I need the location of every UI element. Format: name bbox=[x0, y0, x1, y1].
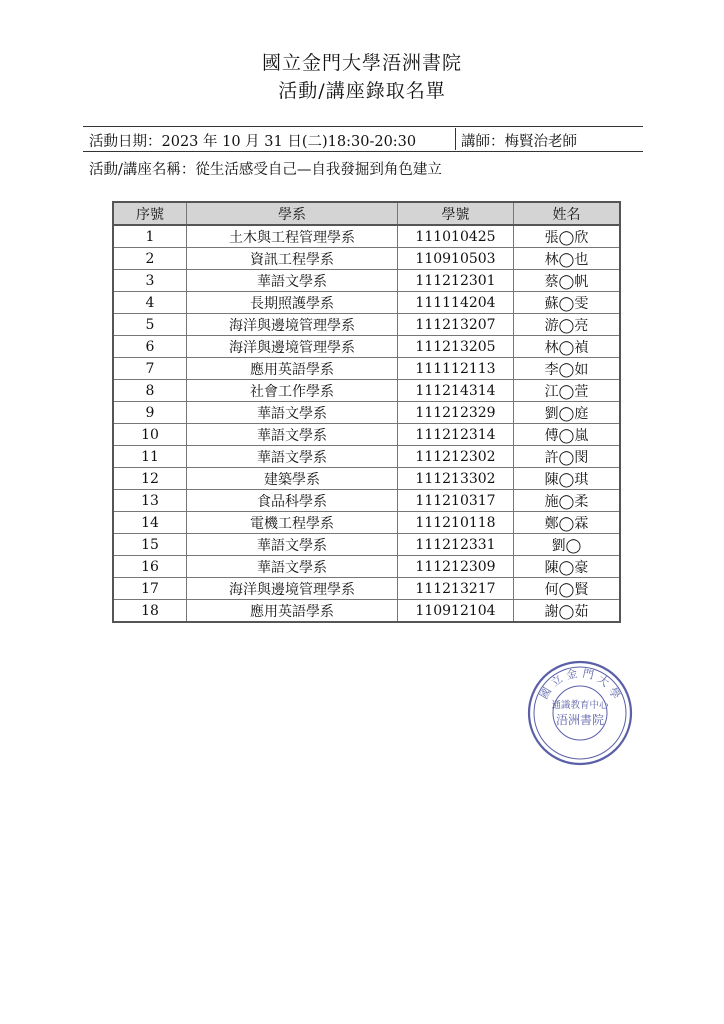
cell-department: 華語文學系 bbox=[187, 270, 398, 292]
cell-department: 建築學系 bbox=[187, 468, 398, 490]
event-date: 活動日期：2023 年 10 月 31 日(二)18:30-20:30 bbox=[89, 134, 417, 150]
cell-name: 江◯萱 bbox=[514, 380, 621, 402]
cell-serial: 4 bbox=[113, 292, 187, 314]
cell-serial: 5 bbox=[113, 314, 187, 336]
official-seal bbox=[525, 658, 635, 768]
cell-student-id: 111212309 bbox=[398, 556, 514, 578]
cell-name: 林◯禎 bbox=[514, 336, 621, 358]
cell-serial: 10 bbox=[113, 424, 187, 446]
header-name: 姓名 bbox=[514, 202, 621, 225]
cell-name: 鄭◯霖 bbox=[514, 512, 621, 534]
cell-department: 資訊工程學系 bbox=[187, 248, 398, 270]
header-serial: 序號 bbox=[113, 202, 187, 225]
cell-name: 蘇◯雯 bbox=[514, 292, 621, 314]
table-row bbox=[113, 490, 620, 512]
table-row bbox=[113, 336, 620, 358]
cell-name: 許◯閔 bbox=[514, 446, 621, 468]
cell-department: 土木與工程管理學系 bbox=[187, 225, 398, 248]
cell-student-id: 110910503 bbox=[398, 248, 514, 270]
cell-student-id: 111212302 bbox=[398, 446, 514, 468]
cell-name: 林◯也 bbox=[514, 248, 621, 270]
cell-department: 海洋與邊境管理學系 bbox=[187, 336, 398, 358]
info-bottom-rule bbox=[83, 151, 643, 152]
seal-outer-char: 門 bbox=[581, 666, 595, 682]
cell-name: 何◯賢 bbox=[514, 578, 621, 600]
cell-department: 華語文學系 bbox=[187, 424, 398, 446]
cell-serial: 1 bbox=[113, 225, 187, 248]
cell-department: 華語文學系 bbox=[187, 534, 398, 556]
seal-outer-char: 學 bbox=[605, 685, 623, 702]
cell-student-id: 111212329 bbox=[398, 402, 514, 424]
cell-student-id: 110912104 bbox=[398, 600, 514, 623]
cell-name: 劉◯庭 bbox=[514, 402, 621, 424]
cell-serial: 16 bbox=[113, 556, 187, 578]
lecturer: 講師：梅賢治老師 bbox=[461, 134, 577, 150]
cell-serial: 3 bbox=[113, 270, 187, 292]
cell-department: 海洋與邊境管理學系 bbox=[187, 578, 398, 600]
cell-department: 華語文學系 bbox=[187, 402, 398, 424]
table-row bbox=[113, 424, 620, 446]
cell-serial: 14 bbox=[113, 512, 187, 534]
table-row bbox=[113, 248, 620, 270]
cell-serial: 9 bbox=[113, 402, 187, 424]
cell-student-id: 111214314 bbox=[398, 380, 514, 402]
cell-student-id: 111210118 bbox=[398, 512, 514, 534]
table-row bbox=[113, 292, 620, 314]
table-row bbox=[113, 600, 620, 623]
table-row bbox=[113, 578, 620, 600]
cell-name: 游◯亮 bbox=[514, 314, 621, 336]
cell-student-id: 111114204 bbox=[398, 292, 514, 314]
table-body bbox=[113, 225, 620, 622]
cell-student-id: 111212314 bbox=[398, 424, 514, 446]
cell-serial: 17 bbox=[113, 578, 187, 600]
table-row bbox=[113, 402, 620, 424]
cell-department: 食品科學系 bbox=[187, 490, 398, 512]
table-row bbox=[113, 468, 620, 490]
cell-student-id: 111210317 bbox=[398, 490, 514, 512]
cell-serial: 12 bbox=[113, 468, 187, 490]
cell-name: 陳◯豪 bbox=[514, 556, 621, 578]
header-department: 學系 bbox=[187, 202, 398, 225]
table-row bbox=[113, 358, 620, 380]
cell-department: 應用英語學系 bbox=[187, 358, 398, 380]
cell-serial: 2 bbox=[113, 248, 187, 270]
cell-student-id: 111213217 bbox=[398, 578, 514, 600]
cell-serial: 7 bbox=[113, 358, 187, 380]
cell-serial: 6 bbox=[113, 336, 187, 358]
cell-student-id: 111213205 bbox=[398, 336, 514, 358]
cell-department: 華語文學系 bbox=[187, 556, 398, 578]
cell-department: 社會工作學系 bbox=[187, 380, 398, 402]
cell-serial: 15 bbox=[113, 534, 187, 556]
table-row bbox=[113, 380, 620, 402]
seal-inner-line1: 通識教育中心 bbox=[551, 700, 609, 711]
cell-student-id: 111212301 bbox=[398, 270, 514, 292]
info-separator bbox=[455, 128, 456, 150]
document-subtitle: 活動/講座錄取名單 bbox=[278, 80, 446, 102]
table-row bbox=[113, 270, 620, 292]
cell-department: 應用英語學系 bbox=[187, 600, 398, 623]
event-name: 活動/講座名稱：從生活感受自己—自我發掘到角色建立 bbox=[89, 162, 442, 178]
table-row bbox=[113, 556, 620, 578]
seal-inner-line2: 浯洲書院 bbox=[555, 713, 605, 727]
table-row bbox=[113, 512, 620, 534]
cell-name: 張◯欣 bbox=[514, 225, 621, 248]
header-student-id: 學號 bbox=[398, 202, 514, 225]
cell-student-id: 111213302 bbox=[398, 468, 514, 490]
cell-department: 電機工程學系 bbox=[187, 512, 398, 534]
cell-student-id: 111213207 bbox=[398, 314, 514, 336]
cell-name: 李◯如 bbox=[514, 358, 621, 380]
cell-department: 華語文學系 bbox=[187, 446, 398, 468]
admission-table bbox=[112, 201, 621, 623]
document-title: 國立金門大學浯洲書院 bbox=[261, 52, 462, 74]
table-row bbox=[113, 446, 620, 468]
cell-department: 海洋與邊境管理學系 bbox=[187, 314, 398, 336]
cell-serial: 13 bbox=[113, 490, 187, 512]
table-row bbox=[113, 314, 620, 336]
cell-serial: 18 bbox=[113, 600, 187, 623]
cell-serial: 11 bbox=[113, 446, 187, 468]
cell-name: 傅◯嵐 bbox=[514, 424, 621, 446]
cell-student-id: 111010425 bbox=[398, 225, 514, 248]
cell-department: 長期照護學系 bbox=[187, 292, 398, 314]
info-top-rule bbox=[83, 126, 643, 127]
seal-outer-char: 立 bbox=[548, 672, 566, 690]
table-header-row bbox=[113, 202, 620, 225]
cell-name: 謝◯茹 bbox=[514, 600, 621, 623]
cell-student-id: 111212331 bbox=[398, 534, 514, 556]
cell-name: 陳◯琪 bbox=[514, 468, 621, 490]
table-row bbox=[113, 534, 620, 556]
cell-serial: 8 bbox=[113, 380, 187, 402]
seal-outer-char: 國 bbox=[537, 685, 555, 702]
cell-name: 劉◯ bbox=[514, 534, 621, 556]
cell-name: 蔡◯帆 bbox=[514, 270, 621, 292]
cell-student-id: 111112113 bbox=[398, 358, 514, 380]
table-row bbox=[113, 225, 620, 248]
seal-outer-char: 金 bbox=[565, 666, 579, 682]
seal-outer-char: 大 bbox=[594, 672, 612, 690]
cell-name: 施◯柔 bbox=[514, 490, 621, 512]
